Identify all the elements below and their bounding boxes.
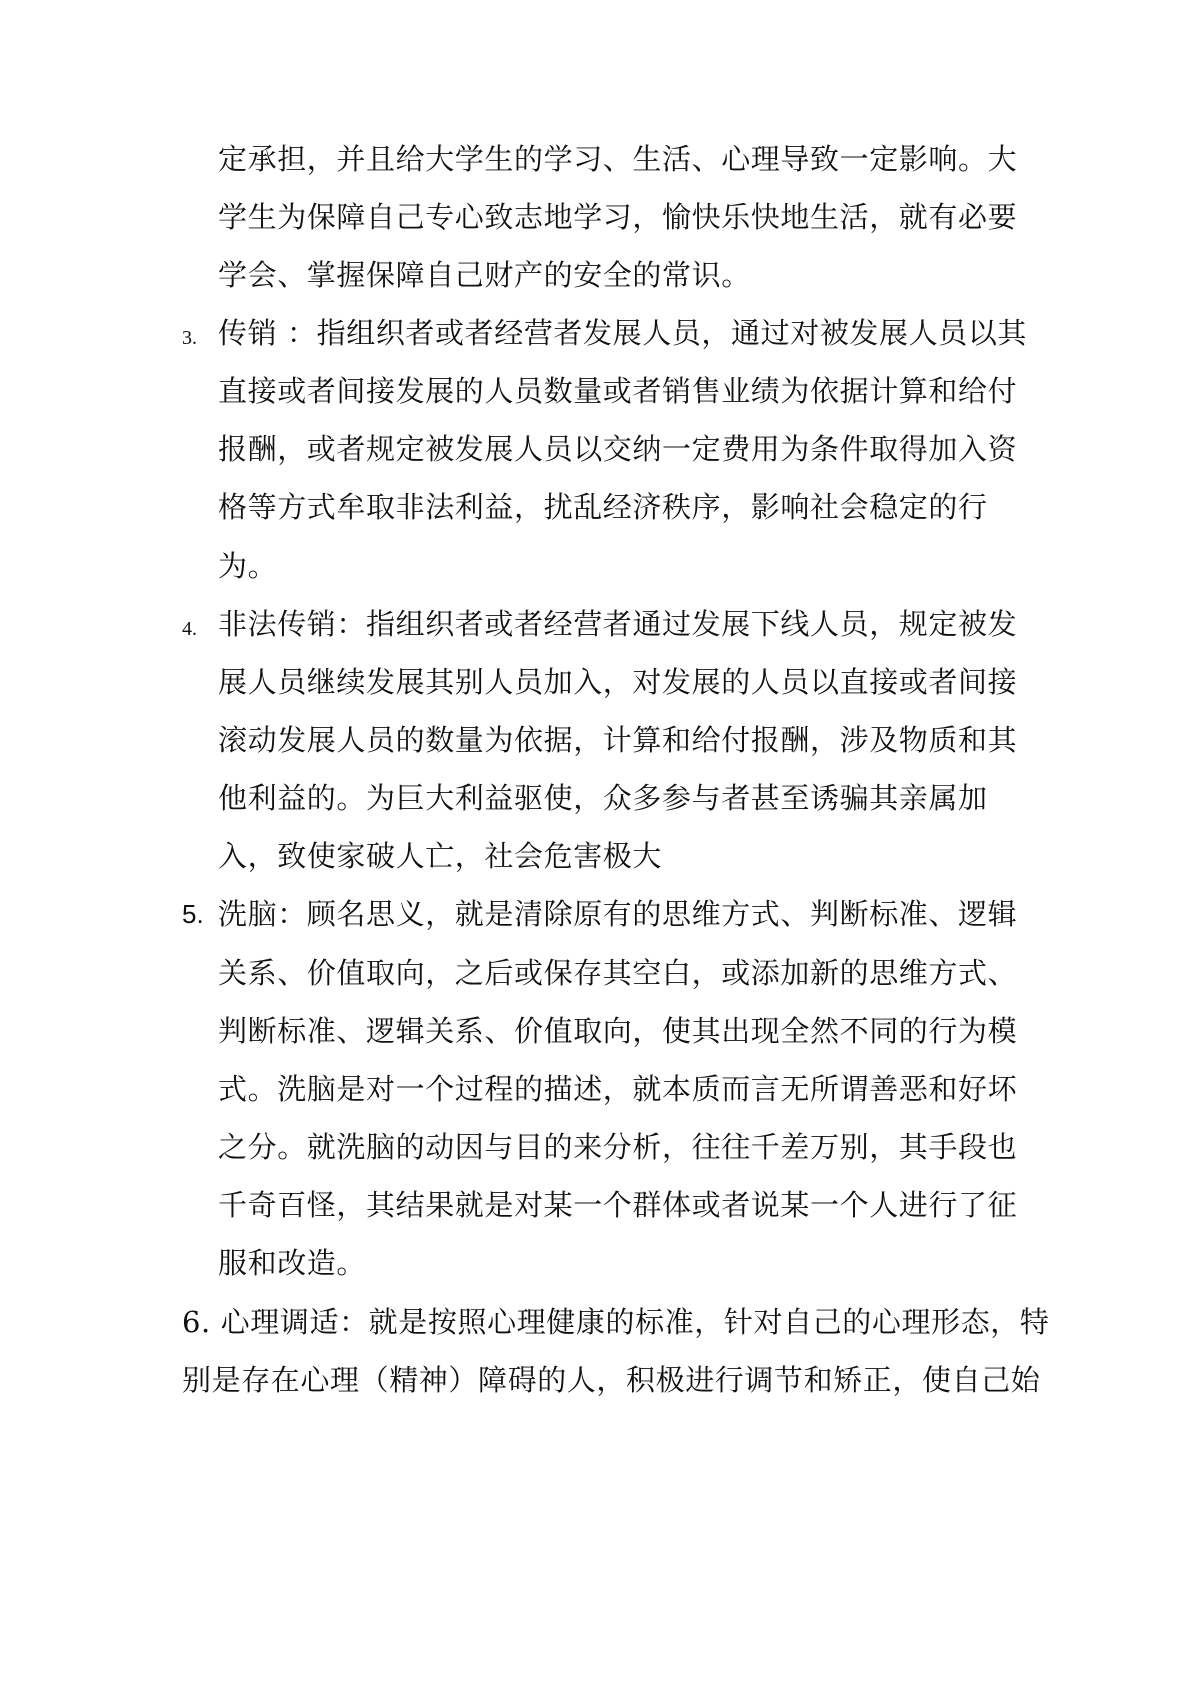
text-line: 展人员继续发展其别人员加入，对发展的人员以直接或者间接 [218,665,1018,699]
text-line: 式。洗脑是对一个过程的描述，就本质而言无所谓善恶和好坏 [218,1072,1018,1106]
text-line: 洗脑：顾名思义，就是清除原有的思维方式、判断标准、逻辑 [218,897,1018,931]
text-line: 格等方式牟取非法利益，扰乱经济秩序，影响社会稳定的行 [218,490,988,524]
text-line: 学生为保障自己专心致志地学习，愉快乐快地生活，就有必要 [218,200,1018,234]
list-item-number: 3. [182,327,197,349]
text-line: 千奇百怪，其结果就是对某一个群体或者说某一个人进行了征 [218,1188,1018,1222]
text-line: 别是存在心理（精神）障碍的人，积极进行调节和矫正，使自己始 [182,1363,1041,1397]
text-line: 报酬，或者规定被发展人员以交纳一定费用为条件取得加入资 [218,432,1018,466]
text-line: 入，致使家破人亡，社会危害极大 [218,839,663,873]
list-item-number: 5. [182,899,204,929]
text-line: 传销 ：指组织者或者经营者发展人员，通过对被发展人员以其 [218,316,1028,350]
text-line: 判断标准、逻辑关系、价值取向，使其出现全然不同的行为模 [218,1014,1018,1048]
text-line: 直接或者间接发展的人员数量或者销售业绩为依据计算和给付 [218,374,1018,408]
text-line: 学会、掌握保障自己财产的安全的常识。 [218,258,751,292]
list-item-number: 4. [182,618,197,640]
text-line: 服和改造。 [218,1246,367,1280]
text-line: 非法传销：指组织者或者经营者通过发展下线人员，规定被发 [218,607,1018,641]
text-line: 滚动发展人员的数量为依据，计算和给付报酬，涉及物质和其 [218,723,1018,757]
text-line: 关系、价值取向，之后或保存其空白，或添加新的思维方式、 [218,956,1018,990]
text-line: 之分。就洗脑的动因与目的来分析，往往千差万别，其手段也 [218,1130,1018,1164]
text-line: 他利益的。为巨大利益驱使，众多参与者甚至诱骗其亲属加 [218,781,988,815]
text-line: 为。 [218,549,278,583]
text-line: 定承担，并且给大学生的学习、生活、心理导致一定影响。大 [218,142,1018,176]
text-line: 6. 心理调适：就是按照心理健康的标准，针对自己的心理形态，特 [182,1305,1050,1339]
